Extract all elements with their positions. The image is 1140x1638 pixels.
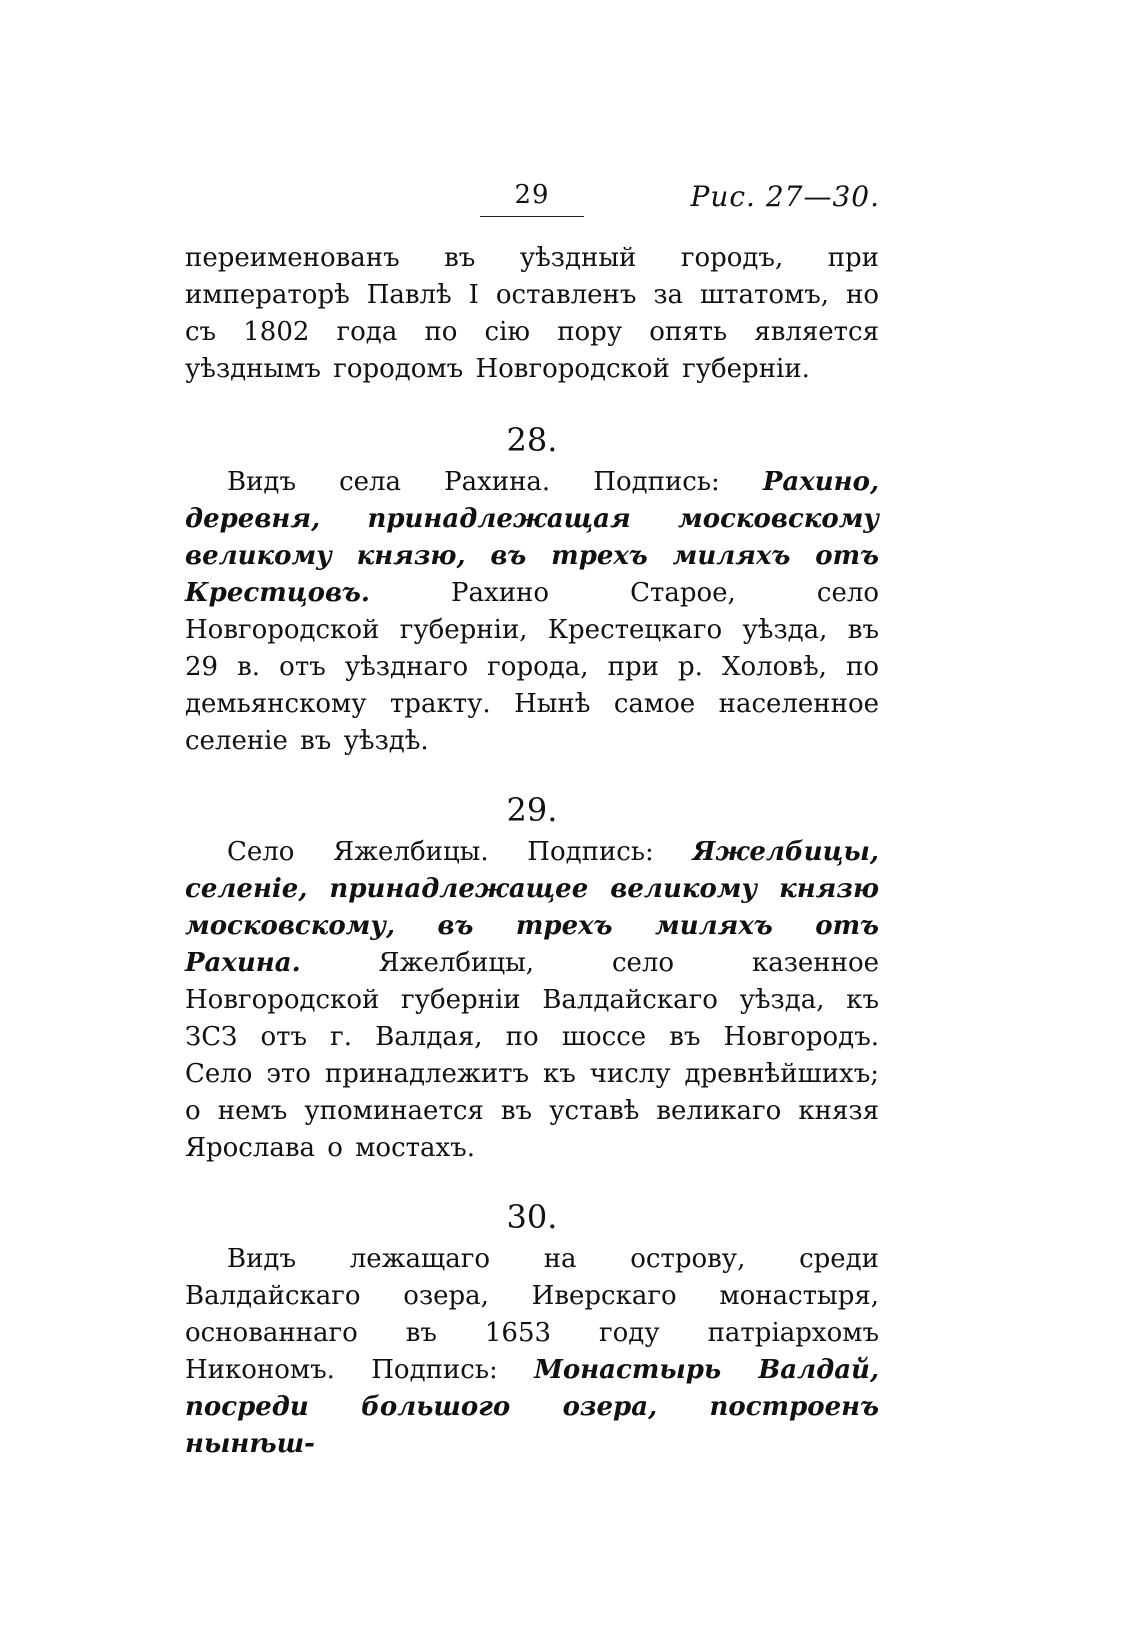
section-lead: Видъ села Рахина. Подпись:: [227, 467, 763, 497]
section-lead: Село Яжелбицы. Подпись:: [227, 837, 693, 867]
section-paragraph-28: [185, 464, 879, 760]
caption-text: Монастырь Валдай, посреди большого озера, построенъ нынѣш-: [185, 1355, 879, 1459]
section-number-30: 30.: [506, 1198, 558, 1236]
section-paragraph-29: [185, 834, 879, 1167]
figure-range-label: Рис. 27—30.: [690, 180, 880, 213]
intro-paragraph: переименованъ въ уѣздный городъ, при императорѣ Павлѣ I оставленъ за штатомъ, но съ 1802 года по сію пору опять является уѣзднымъ городомъ Новгородской губерніи.: [185, 243, 879, 384]
page-number: 29: [480, 180, 584, 217]
body-text: [185, 240, 879, 1463]
section-paragraph-30: [185, 1241, 879, 1463]
running-header: [480, 180, 880, 220]
section-rest: Яжелбицы, село казенное Новгородской губерніи Валдайскаго уѣзда, къ ЗСЗ отъ г. Валдая, по шоссе въ Новгородъ. Село это принадлежитъ къ числу древнѣйшихъ; о немъ упоминается въ уставѣ великаго князя Ярослава о мостахъ.: [185, 948, 879, 1163]
section-number-28: 28.: [506, 421, 558, 459]
caption-text: Яжелбицы, селеніе, принадлежащее великому князю московскому, въ трехъ миляхъ отъ Рахина.: [185, 837, 879, 978]
caption-text: Рахино, деревня, принадлежащая московскому великому князю, въ трехъ миляхъ отъ Крестцовъ.: [185, 467, 879, 608]
section-lead: Видъ лежащаго на острову, среди Валдайскаго озера, Иверскаго монастыря, основаннаго въ 1653 году патріархомъ Никономъ. Подпись:: [185, 1244, 879, 1385]
section-rest: Рахино Старое, село Новгородской губерніи, Крестецкаго уѣзда, въ 29 в. отъ уѣзднаго города, при р. Холовѣ, по демьянскому тракту. Нынѣ самое населенное селеніе въ уѣздѣ.: [185, 578, 879, 756]
section-number-29: 29.: [506, 791, 558, 829]
